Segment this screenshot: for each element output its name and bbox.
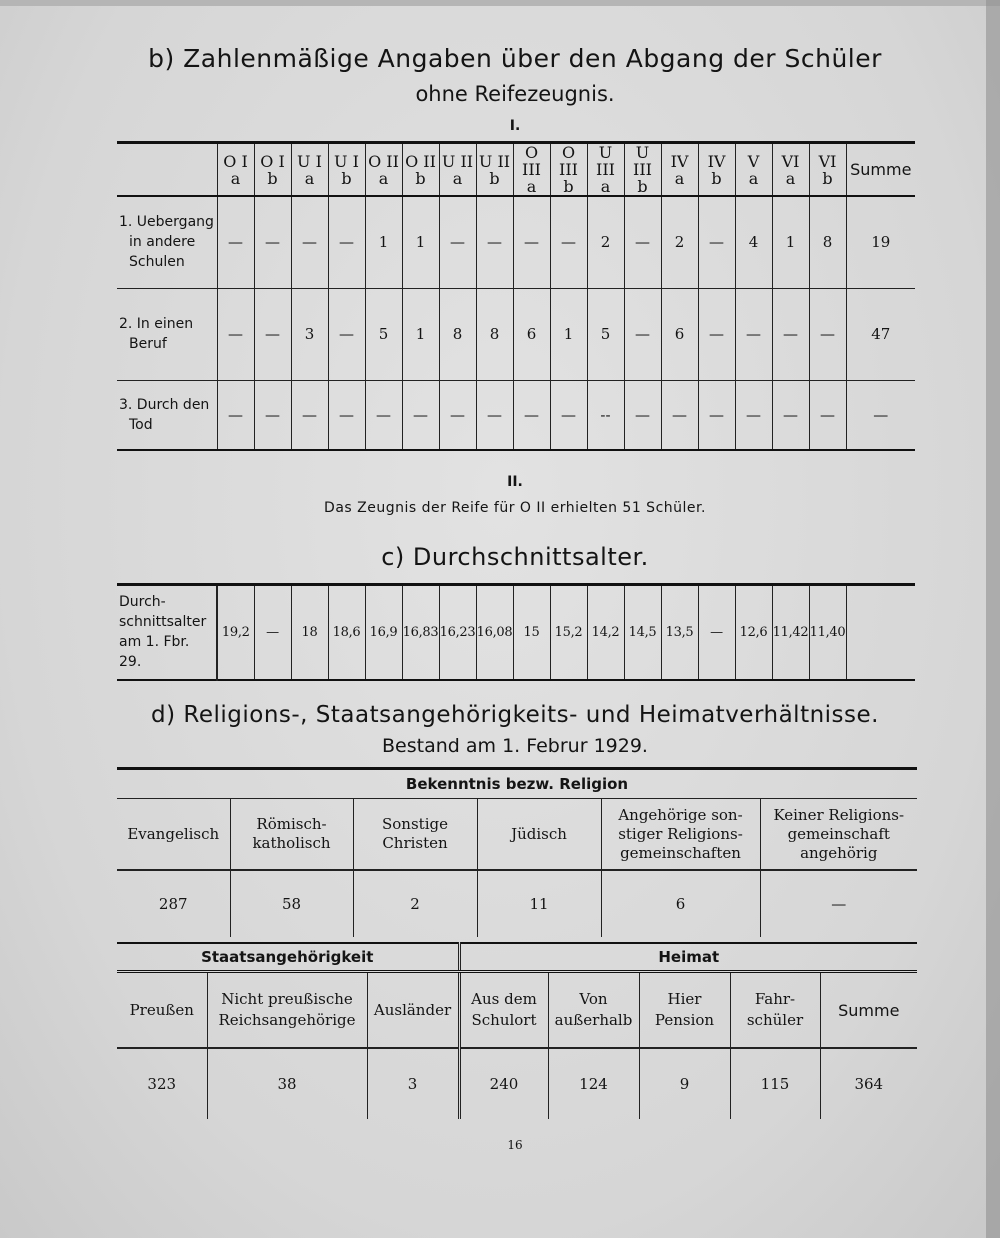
- col-header: Sonstige Christen: [353, 799, 477, 871]
- value-cell: 2: [661, 196, 698, 288]
- value-cell: —: [402, 380, 439, 450]
- value-cell: 6: [513, 288, 550, 380]
- col-header: Evangelisch: [117, 799, 230, 871]
- col-header: Angehörige son- stiger Religions- gemeinschaften: [601, 799, 760, 871]
- value-cell: —: [698, 196, 735, 288]
- section-c-title: c) Durchschnittsalter.: [381, 543, 649, 571]
- col-header: Preußen: [117, 972, 207, 1049]
- value-cell: 3: [291, 288, 328, 380]
- value-cell: 11: [477, 870, 601, 937]
- value-cell: —: [809, 288, 846, 380]
- value-cell: —: [698, 585, 735, 680]
- value-cell: 2: [353, 870, 477, 937]
- col-header: VI a: [772, 143, 809, 197]
- value-cell: —: [809, 380, 846, 450]
- sum-cell: 47: [846, 288, 915, 380]
- col-header: Fahr- schüler: [730, 972, 820, 1049]
- value-cell: —: [550, 380, 587, 450]
- value-cell: —: [772, 288, 809, 380]
- value-cell: 18,6: [328, 585, 365, 680]
- value-cell: 287: [158, 895, 188, 913]
- value-cell: 323: [147, 1074, 177, 1093]
- value-cell: 1: [402, 288, 439, 380]
- col-header: O I b: [254, 143, 291, 197]
- religion-table-title: Bekenntnis bezw. Religion: [117, 769, 917, 799]
- value-cell: 115: [730, 1048, 820, 1119]
- value-cell: 3: [367, 1048, 459, 1119]
- value-cell: 6: [661, 288, 698, 380]
- departures-header-row: [117, 143, 915, 197]
- value-cell: 18: [291, 585, 328, 680]
- value-cell: 5: [365, 288, 402, 380]
- page-number: 16: [507, 1138, 523, 1152]
- section-b-title-line2: ohne Reifezeugnis.: [415, 82, 615, 106]
- value-cell: —: [698, 288, 735, 380]
- section-d-title: d) Religions-, Staatsangehörigkeits- und Heimatverhältnisse.: [151, 702, 879, 728]
- value-cell: 2: [587, 196, 624, 288]
- section-b-title-line1: b) Zahlenmäßige Angaben über den Abgang der Schüler: [148, 44, 882, 73]
- value-cell: 16,08: [476, 585, 513, 680]
- col-header: U I a: [291, 143, 328, 197]
- value-cell: 240: [459, 1048, 548, 1119]
- citizenship-title: Staatsangehörigkeit: [117, 943, 459, 972]
- scan-right-edge: [986, 0, 1000, 1238]
- col-header: O I a: [217, 143, 254, 197]
- col-header: Aus dem Schulort: [459, 972, 548, 1049]
- col-header: U III b: [624, 143, 661, 197]
- value-cell: —: [254, 196, 291, 288]
- value-cell: —: [476, 196, 513, 288]
- religion-header-row: [117, 799, 917, 871]
- value-cell: 11,40: [809, 585, 846, 680]
- value-cell: 12,6: [735, 585, 772, 680]
- col-header: O III b: [550, 143, 587, 197]
- departures-table: [117, 141, 915, 451]
- scan-top-edge: [0, 0, 1000, 6]
- col-header: Ausländer: [367, 972, 459, 1049]
- value-cell: 58: [230, 870, 353, 937]
- value-cell: —: [365, 380, 402, 450]
- value-cell: 16,9: [365, 585, 402, 680]
- value-cell: 1: [550, 288, 587, 380]
- value-cell: —: [698, 380, 735, 450]
- value-cell: 8: [439, 288, 476, 380]
- citizenship-home-value-row: [117, 1048, 917, 1119]
- value-cell: —: [476, 380, 513, 450]
- value-cell: —: [328, 288, 365, 380]
- value-cell: 8: [476, 288, 513, 380]
- col-header: IV a: [661, 143, 698, 197]
- value-cell: —: [439, 196, 476, 288]
- value-cell: —: [513, 196, 550, 288]
- value-cell: 124: [548, 1048, 639, 1119]
- value-cell: —: [439, 380, 476, 450]
- table-row: [117, 196, 915, 288]
- value-cell: —: [550, 196, 587, 288]
- value-cell: 13,5: [661, 585, 698, 680]
- citizenship-home-table: [117, 942, 917, 1119]
- value-cell: —: [624, 380, 661, 450]
- value-cell: —: [254, 380, 291, 450]
- summe-header: Summe: [846, 143, 915, 197]
- value-cell: 14,5: [624, 585, 661, 680]
- value-cell: —: [772, 380, 809, 450]
- value-cell: 16,23: [439, 585, 476, 680]
- value-cell: —: [217, 380, 254, 450]
- empty-cell: [846, 585, 915, 680]
- value-cell: —: [291, 196, 328, 288]
- citizenship-home-header-row: [117, 972, 917, 1049]
- value-cell: 19,2: [217, 585, 254, 680]
- col-header: O III a: [513, 143, 550, 197]
- col-header: U II b: [476, 143, 513, 197]
- value-cell: —: [735, 380, 772, 450]
- col-header: V a: [735, 143, 772, 197]
- col-header: Hier Pension: [639, 972, 730, 1049]
- value-cell: 8: [809, 196, 846, 288]
- part-2-label: II.: [507, 474, 523, 490]
- value-cell: 6: [601, 870, 760, 937]
- home-title: Heimat: [459, 943, 917, 972]
- table-row: [117, 288, 915, 380]
- col-header: O II a: [365, 143, 402, 197]
- reifezeugnis-note: Das Zeugnis der Reife für O II erhielten 51 Schüler.: [324, 500, 706, 516]
- value-cell: 15,2: [550, 585, 587, 680]
- religion-table: [117, 767, 917, 937]
- value-cell: —: [328, 380, 365, 450]
- value-cell: —: [254, 585, 291, 680]
- table-row: [117, 380, 915, 450]
- section-d-subtitle: Bestand am 1. Februr 1929.: [382, 735, 648, 757]
- religion-value-row: [117, 870, 917, 937]
- value-cell: —: [254, 288, 291, 380]
- value-cell: 15: [513, 585, 550, 680]
- sum-cell: 19: [846, 196, 915, 288]
- table-row: [117, 585, 915, 680]
- row-label: Durch- schnittsalter am 1. Fbr. 29.: [117, 585, 217, 680]
- value-cell: 9: [639, 1048, 730, 1119]
- value-cell: 5: [587, 288, 624, 380]
- col-header: U I b: [328, 143, 365, 197]
- row-label: 2. In einen Beruf: [117, 288, 217, 380]
- value-cell: 14,2: [587, 585, 624, 680]
- value-cell: 1: [365, 196, 402, 288]
- value-cell: —: [291, 380, 328, 450]
- value-cell: —: [217, 288, 254, 380]
- value-cell: —: [624, 196, 661, 288]
- value-cell: 4: [735, 196, 772, 288]
- value-cell: 1: [772, 196, 809, 288]
- col-header: Keiner Religions- gemeinschaft angehörig: [760, 799, 917, 871]
- corner-cell: [117, 143, 217, 197]
- col-header: Jüdisch: [477, 799, 601, 871]
- col-header: U II a: [439, 143, 476, 197]
- value-cell: —: [513, 380, 550, 450]
- value-cell: —: [328, 196, 365, 288]
- part-1-label: I.: [509, 118, 521, 134]
- average-age-table: [117, 583, 915, 681]
- col-header: IV b: [698, 143, 735, 197]
- value-cell: —: [735, 288, 772, 380]
- col-header: U III a: [587, 143, 624, 197]
- row-label: 1. Uebergang in andere Schulen: [117, 196, 217, 288]
- value-cell: —: [624, 288, 661, 380]
- col-header: O II b: [402, 143, 439, 197]
- col-header: VI b: [809, 143, 846, 197]
- col-header: Römisch- katholisch: [230, 799, 353, 871]
- sum-cell: 364: [820, 1048, 917, 1119]
- summe-header: Summe: [820, 972, 917, 1049]
- value-cell: —: [661, 380, 698, 450]
- row-label: 3. Durch den Tod: [117, 380, 217, 450]
- col-header: Nicht preußische Reichsangehörige: [207, 972, 367, 1049]
- sum-cell: —: [846, 380, 915, 450]
- value-cell: 1: [402, 196, 439, 288]
- value-cell: 38: [207, 1048, 367, 1119]
- value-cell: 16,83: [402, 585, 439, 680]
- value-cell: —: [217, 196, 254, 288]
- value-cell: 11,42: [772, 585, 809, 680]
- value-cell: —: [760, 870, 917, 937]
- col-header: Von außerhalb: [548, 972, 639, 1049]
- value-cell: --: [587, 380, 624, 450]
